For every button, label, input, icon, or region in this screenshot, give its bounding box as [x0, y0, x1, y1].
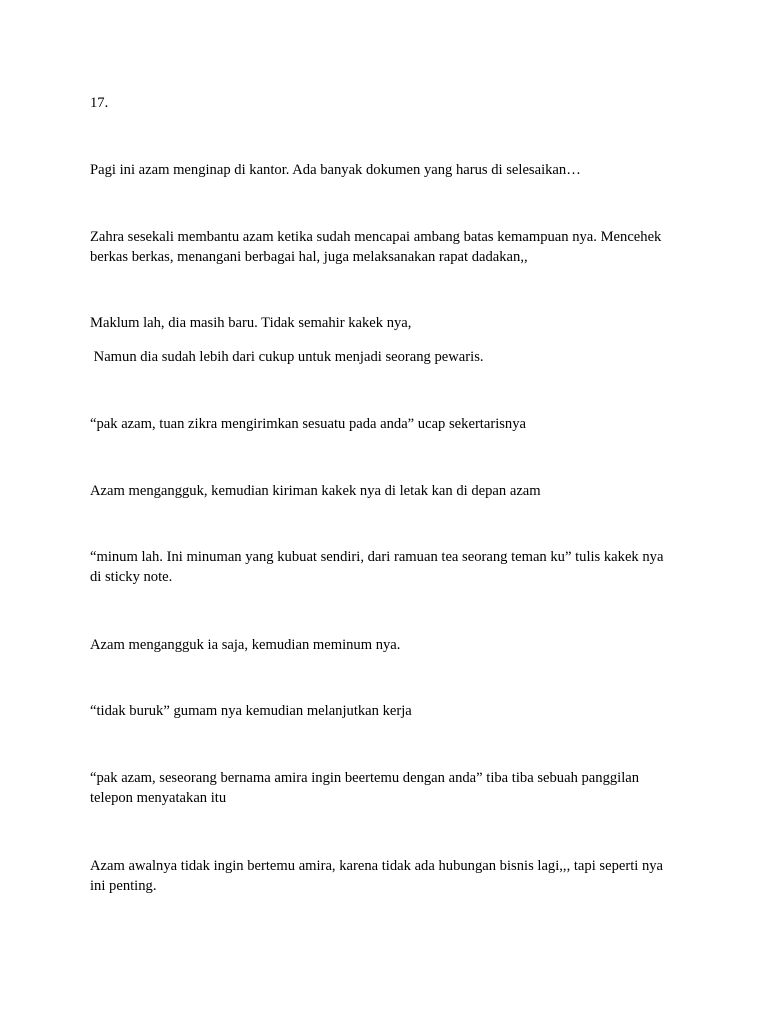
- paragraph: Maklum lah, dia masih baru. Tidak semahir kakek nya,: [90, 315, 412, 331]
- paragraph: “pak azam, seseorang bernama amira ingin beertemu dengan anda” tiba tiba sebuah panggilan telepon menyatakan itu: [90, 770, 640, 806]
- paragraph: “pak azam, tuan zikra mengirimkan sesuatu pada anda” ucap sekertarisnya: [90, 416, 526, 432]
- paragraph: Azam awalnya tidak ingin bertemu amira, karena tidak ada hubungan bisnis lagi,,, tapi seperti nya ini penting.: [90, 858, 664, 894]
- paragraph: Azam mengangguk, kemudian kiriman kakek nya di letak kan di depan azam: [90, 483, 541, 499]
- paragraph: Azam mengangguk ia saja, kemudian meminum nya.: [90, 637, 401, 653]
- paragraph: “tidak buruk” gumam nya kemudian melanjutkan kerja: [90, 703, 412, 719]
- chapter-number: 17.: [90, 95, 109, 111]
- paragraph: Namun dia sudah lebih dari cukup untuk menjadi seorang pewaris.: [90, 349, 484, 365]
- paragraph: “minum lah. Ini minuman yang kubuat sendiri, dari ramuan tea seorang teman ku” tulis kakek nya di sticky note.: [90, 549, 664, 585]
- paragraph: Pagi ini azam menginap di kantor. Ada banyak dokumen yang harus di selesaikan…: [90, 162, 581, 178]
- paragraph: Zahra sesekali membantu azam ketika sudah mencapai ambang batas kemampuan nya. Mencehek berkas berkas, menangani berbagai hal, juga melaksanakan rapat dadakan,,: [90, 229, 662, 265]
